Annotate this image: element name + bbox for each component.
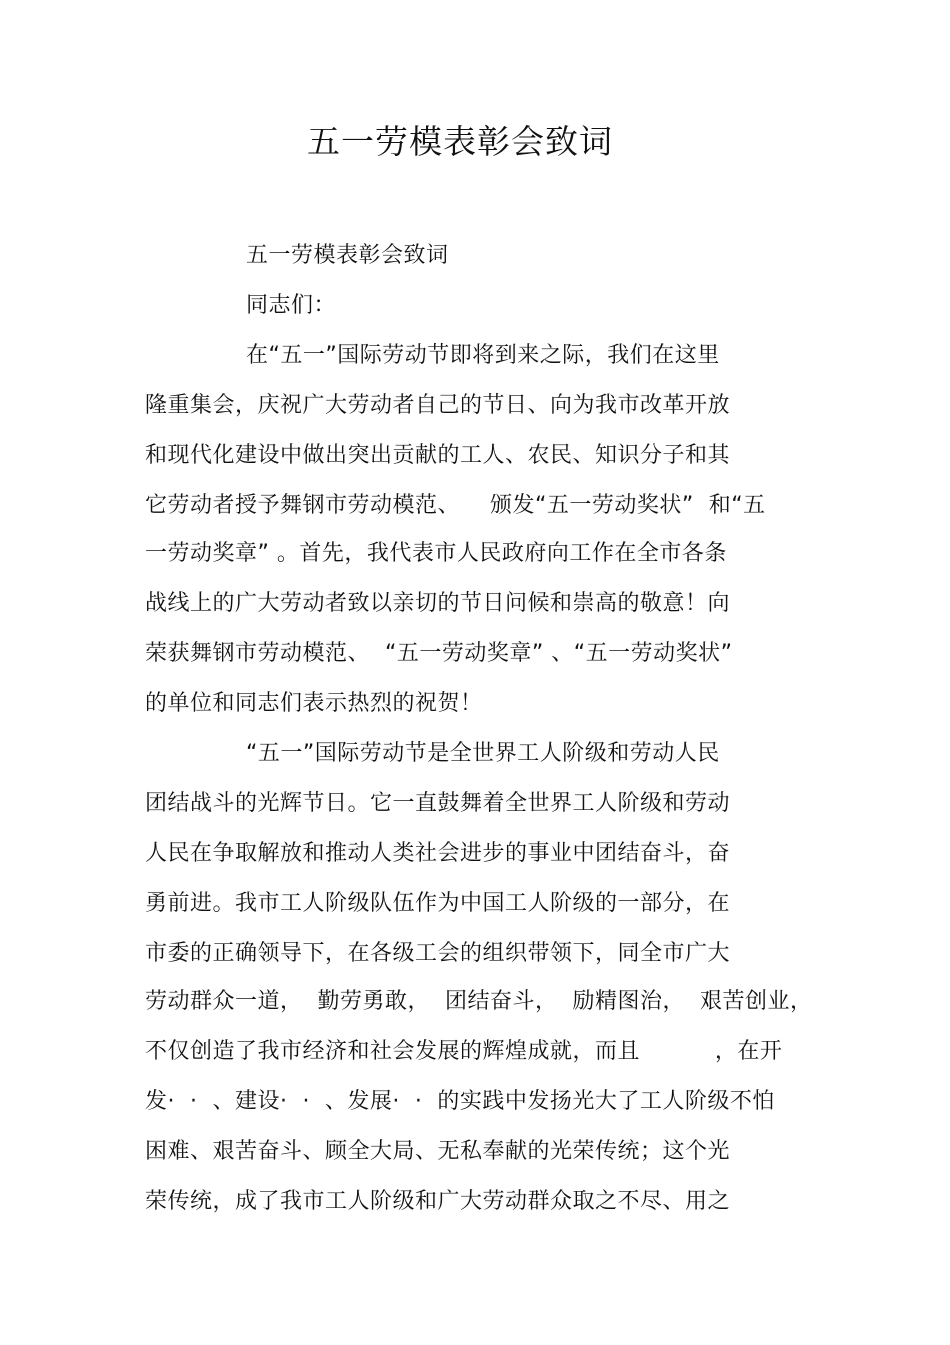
paragraph-line: 不仅创造了我市经济和社会发展的辉煌成就，而且 ，在开 (145, 1039, 783, 1064)
salutation-line: 同志们： (246, 293, 337, 318)
paragraph-line: 一劳动奖章” 。首先，我代表市人民政府向工作在全市各条 (145, 541, 727, 566)
paragraph-line: 团结战斗的光辉节日。它一直鼓舞着全世界工人阶级和劳动 (145, 791, 731, 816)
paragraph-line: 它劳动者授予舞钢市劳动模范、 颁发“五一劳动奖状” 和“五 (145, 493, 766, 518)
paragraph-line: 荣传统，成了我市工人阶级和广大劳动群众取之不尽、用之 (145, 1189, 731, 1214)
paragraph-line: 困难、艰苦奋斗、顾全大局、无私奉献的光荣传统；这个光 (145, 1139, 731, 1164)
document-title: 五一劳模表彰会致词 (307, 122, 613, 161)
paragraph-line: 在“五一”国际劳动节即将到来之际，我们在这里 (246, 343, 720, 368)
paragraph-line: 战线上的广大劳动者致以亲切的节日问候和崇高的敬意！向 (145, 591, 731, 616)
paragraph-line: 发· · 、建设· · 、发展· · 的实践中发扬光大了工人阶级不怕 (145, 1089, 775, 1114)
paragraph-line: 和现代化建设中做出突出贡献的工人、农民、知识分子和其 (145, 443, 731, 468)
paragraph-line: 市委的正确领导下，在各级工会的组织带领下，同全市广大 (145, 941, 731, 966)
paragraph-line: 勇前进。我市工人阶级队伍作为中国工人阶级的一部分，在 (145, 891, 731, 916)
paragraph-line: 荣获舞钢市劳动模范、 “五一劳动奖章” 、“五一劳动奖状” (145, 641, 733, 666)
paragraph-line: 隆重集会，庆祝广大劳动者自己的节日、向为我市改革开放 (145, 393, 731, 418)
paragraph-line: 劳动群众一道， 勤劳勇敢， 团结奋斗， 励精图治， 艰苦创业， (145, 989, 813, 1014)
subtitle-line: 五一劳模表彰会致词 (246, 243, 449, 268)
paragraph-line: “五一”国际劳动节是全世界工人阶级和劳动人民 (246, 741, 720, 766)
paragraph-line: 人民在争取解放和推动人类社会进步的事业中团结奋斗，奋 (145, 841, 731, 866)
paragraph-line: 的单位和同志们表示热烈的祝贺！ (145, 691, 483, 716)
